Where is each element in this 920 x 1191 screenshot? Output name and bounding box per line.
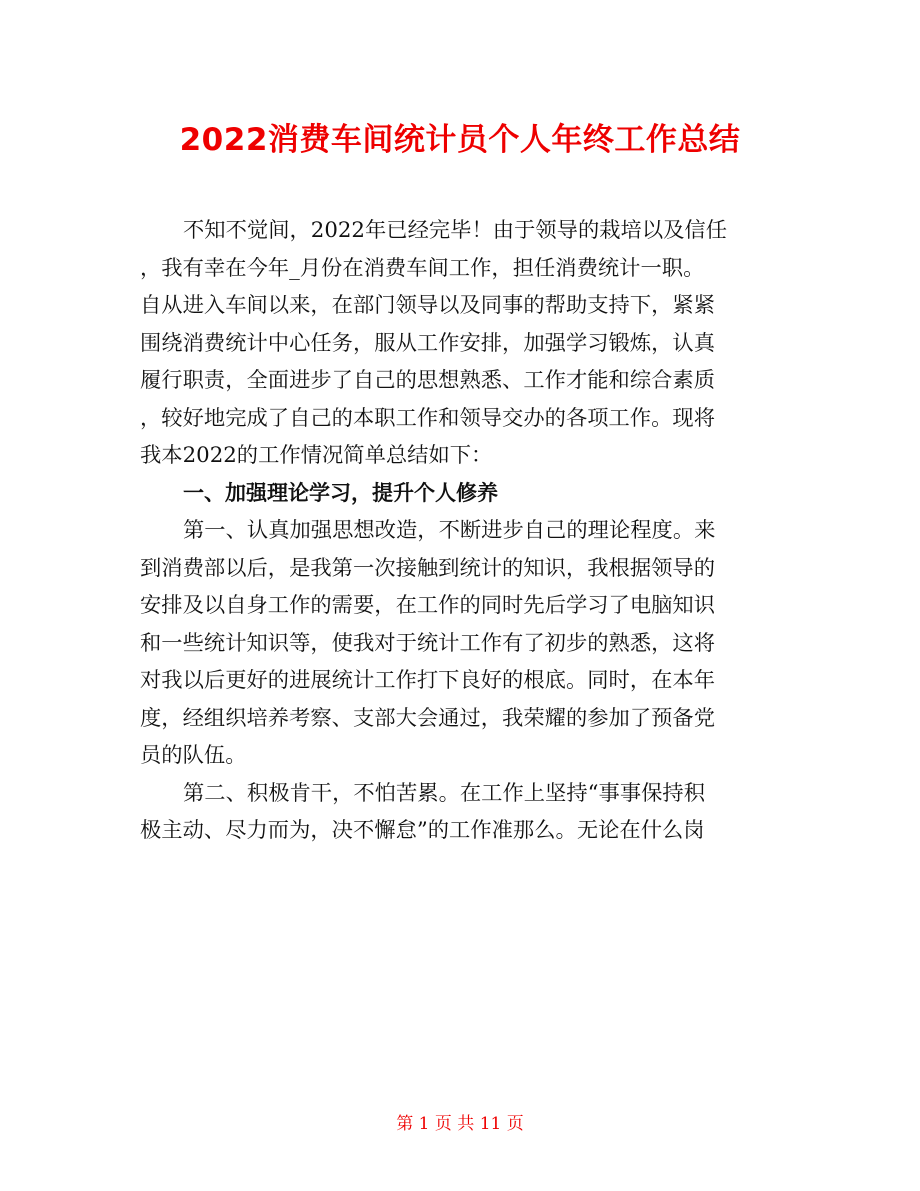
paragraph-line: 到消费部以后，是我第一次接触到统计的知识，我根据领导的 [140,555,716,581]
section-heading: 一、加强理论学习，提升个人修养 [183,480,498,505]
paragraph-line: 第一、认真加强思想改造，不断进步自己的理论程度。来 [183,518,716,543]
paragraph-line: 自从进入车间以来，在部门领导以及同事的帮助支持下，紧紧 [140,293,716,318]
page-number-footer: 第 1 页 共 11 页 [396,1114,524,1134]
document-body [140,212,782,850]
paragraph-line: 我本2022的工作情况简单总结如下： [140,443,493,468]
paragraph-line: 员的队伍。 [140,743,247,768]
paragraph-line: ，较好地完成了自己的本职工作和领导交办的各项工作。现将 [140,405,716,431]
paragraph-line: 极主动、尽力而为，决不懈怠”的工作准那么。无论在什么岗 [140,818,705,843]
paragraph-line: 第二、积极肯干，不怕苦累。在工作上坚持“事事保持积 [183,780,706,806]
paragraph-line: 安排及以自身工作的需要，在工作的同时先后学习了电脑知识 [140,593,716,618]
paragraph-line: 度，经组织培养考察、支部大会通过，我荣耀的参加了预备党 [140,705,716,731]
paragraph-line: ，我有幸在今年_月份在消费车间工作，担任消费统计一职。 [140,255,705,281]
paragraph-line: 围绕消费统计中心任务，服从工作安排，加强学习锻炼，认真 [140,330,716,356]
paragraph-line: 履行职责，全面进步了自己的思想熟悉、工作才能和综合素质 [140,368,716,393]
paragraph-line: 对我以后更好的进展统计工作打下良好的根底。同时，在本年 [140,668,716,693]
paragraph-line: 和一些统计知识等，使我对于统计工作有了初步的熟悉，这将 [140,630,716,656]
document-title: 2022消费车间统计员个人年终工作总结 [179,122,741,158]
paragraph-line: 不知不觉间，2022年已经完毕！由于领导的栽培以及信任 [183,218,728,243]
